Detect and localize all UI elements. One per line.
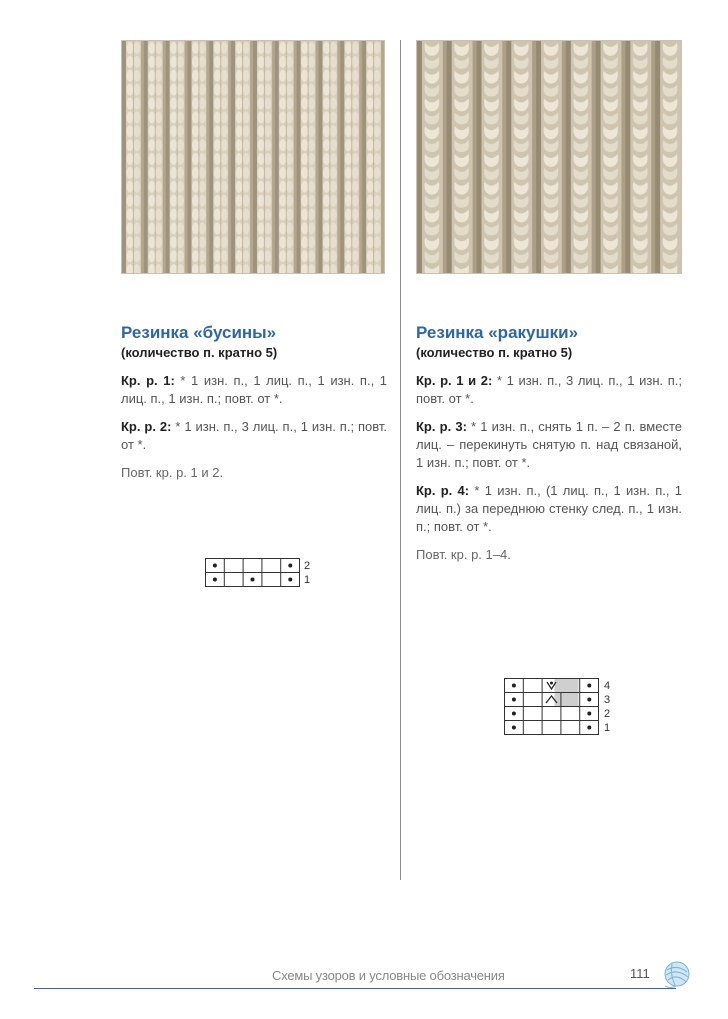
row-label: Кр. р. 1 и 2: bbox=[416, 373, 493, 388]
chart-grid bbox=[504, 678, 619, 736]
pattern-title: Резинка «ракушки» bbox=[416, 323, 579, 342]
rib-shells-photo bbox=[416, 40, 682, 274]
row-instruction bbox=[416, 418, 682, 472]
row-instruction bbox=[121, 418, 387, 454]
purl-stitch-icon bbox=[587, 684, 591, 688]
row-text: * 1 изн. п., (1 лиц. п., 1 изн. п., 1 лиц. п.) за переднюю стенку след. п., 1 изн. п.; повт. от *. bbox=[416, 483, 682, 534]
row-label: Кр. р. 4: bbox=[416, 483, 470, 498]
purl-stitch-icon bbox=[251, 578, 255, 582]
purl-stitch-icon bbox=[213, 578, 217, 582]
repeat-instruction: Повт. кр. р. 1–4. bbox=[416, 547, 511, 562]
knit-texture-image bbox=[417, 41, 681, 273]
pattern-shells bbox=[416, 322, 682, 564]
rib-beads-photo bbox=[121, 40, 385, 274]
row-instruction bbox=[416, 372, 682, 408]
page-number: 111 bbox=[630, 966, 650, 981]
footer-section-title: Схемы узоров и условные обозначения bbox=[272, 968, 505, 983]
row-text: * 1 изн. п., 3 лиц. п., 1 изн. п.; повт. от *. bbox=[121, 419, 387, 452]
row-label: Кр. р. 1: bbox=[121, 373, 175, 388]
pattern-title: Резинка «бусины» bbox=[121, 323, 277, 342]
purl-stitch-icon bbox=[512, 684, 516, 688]
chart-row-number: 1 bbox=[604, 722, 611, 734]
purl-stitch-icon bbox=[512, 726, 516, 730]
pattern-subtitle: (количество п. кратно 5) bbox=[121, 345, 278, 360]
chart-row-number: 2 bbox=[304, 560, 311, 572]
yarn-ball-icon bbox=[662, 960, 692, 990]
purl-stitch-icon bbox=[587, 726, 591, 730]
pattern-subtitle: (количество п. кратно 5) bbox=[416, 345, 573, 360]
chart-row-number: 1 bbox=[304, 574, 311, 586]
purl-stitch-icon bbox=[587, 698, 591, 702]
purl-stitch-icon bbox=[512, 712, 516, 716]
chart-grid bbox=[205, 558, 315, 588]
row-instruction bbox=[416, 482, 682, 536]
purl-stitch-icon bbox=[288, 578, 292, 582]
row-text: * 1 изн. п., 1 лиц. п., 1 изн. п., 1 лиц. п., 1 изн. п.; повт. от *. bbox=[121, 373, 388, 406]
purl-stitch-icon bbox=[213, 564, 217, 568]
knitting-chart-shells bbox=[504, 678, 619, 736]
repeat-instruction: Повт. кр. р. 1 и 2. bbox=[121, 465, 224, 480]
knit-texture-image bbox=[122, 41, 384, 273]
row-label: Кр. р. 3: bbox=[416, 419, 467, 434]
row-instruction bbox=[121, 372, 387, 408]
purl-stitch-icon bbox=[288, 564, 292, 568]
purl-stitch-icon bbox=[587, 712, 591, 716]
row-label: Кр. р. 2: bbox=[121, 419, 172, 434]
row-text: * 1 изн. п., снять 1 п. – 2 п. вместе лиц. – перекинуть снятую п. над связаной, 1 изн. п.; повт. от *. bbox=[416, 419, 683, 470]
pattern-beads bbox=[121, 322, 387, 482]
purl-stitch-icon bbox=[512, 698, 516, 702]
column-divider bbox=[400, 40, 401, 880]
purl-stitch-icon bbox=[550, 682, 553, 685]
chart-row-number: 2 bbox=[604, 708, 611, 720]
row-text: * 1 изн. п., 3 лиц. п., 1 изн. п.; повт. от *. bbox=[416, 373, 682, 406]
footer-rule bbox=[34, 988, 676, 989]
chart-row-number: 4 bbox=[604, 680, 611, 692]
knitting-chart-beads bbox=[205, 558, 315, 588]
chart-row-number: 3 bbox=[604, 694, 611, 706]
